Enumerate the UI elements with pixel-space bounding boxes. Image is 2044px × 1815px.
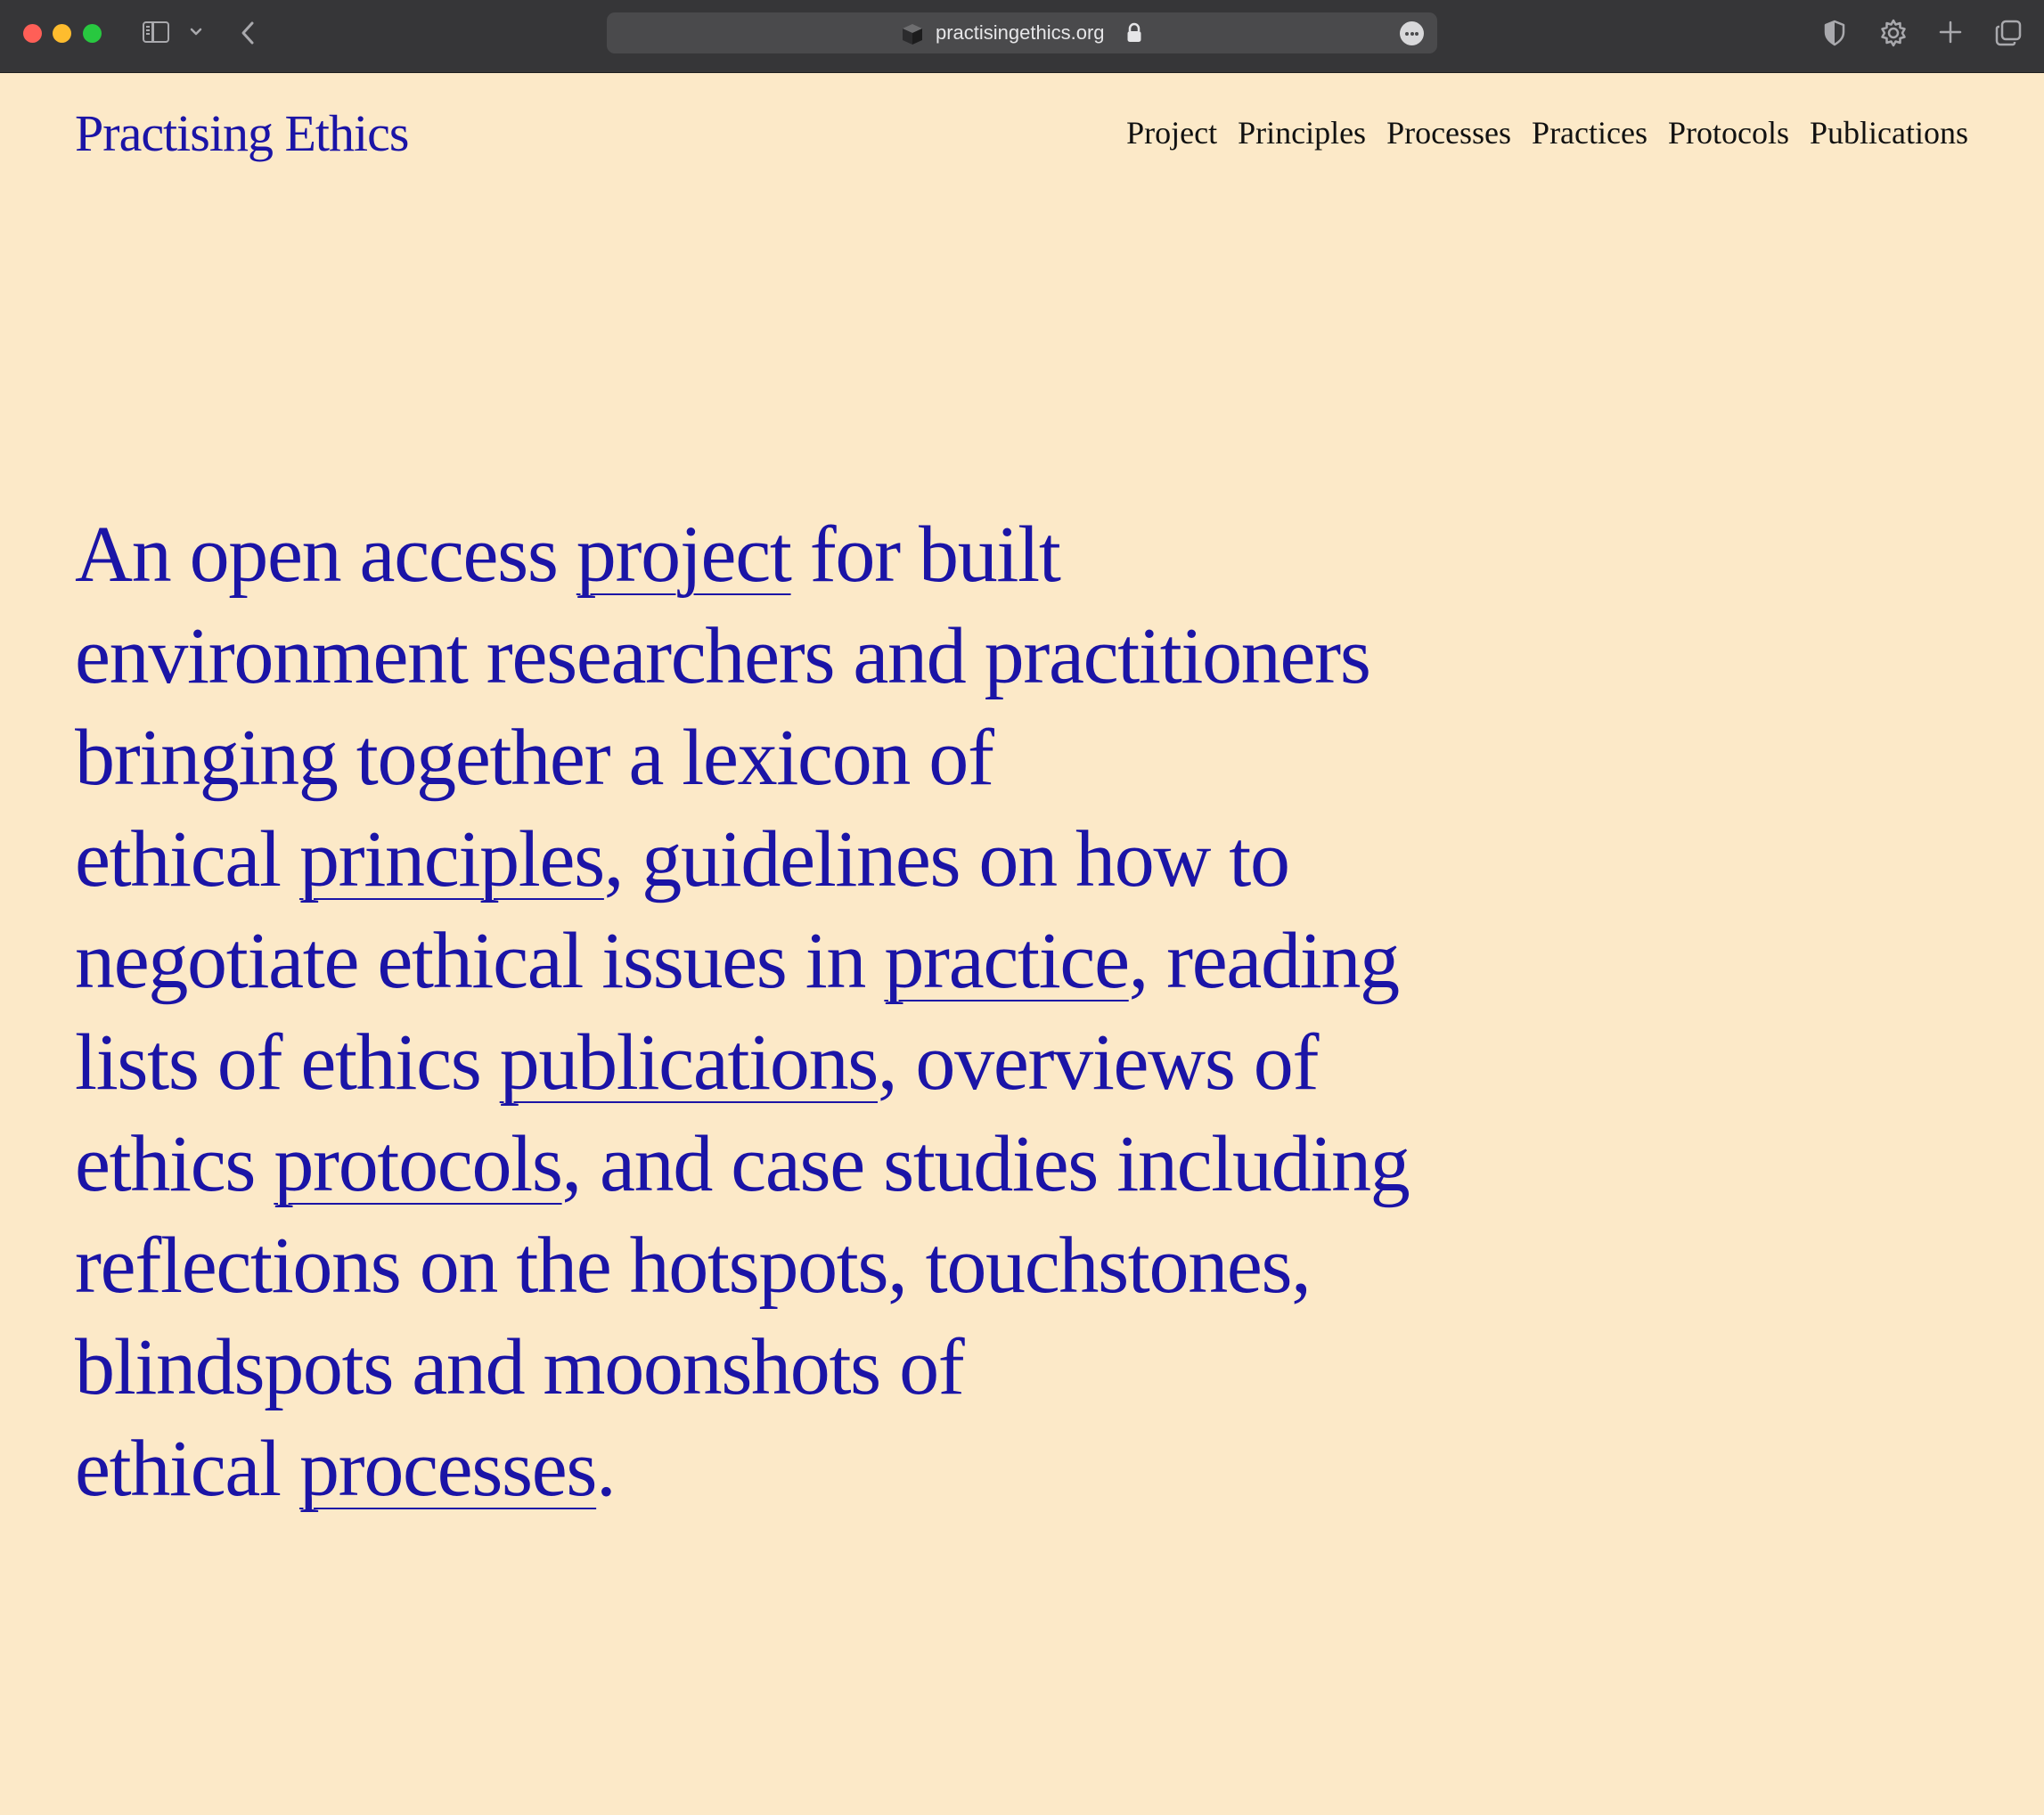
nav-item-publications[interactable]: Publications	[1810, 115, 1968, 151]
principles-link[interactable]: principles	[298, 815, 604, 903]
hero-line	[75, 1114, 1590, 1215]
lock-icon	[1126, 22, 1142, 44]
hero-text: , and case studies including	[561, 1120, 1410, 1208]
project-link[interactable]: project	[576, 511, 791, 599]
main-nav	[1126, 112, 1968, 153]
nav-item-project[interactable]: Project	[1126, 115, 1218, 151]
hero-line	[75, 504, 1590, 606]
hero-line: blindspots and moonshots of	[75, 1323, 964, 1411]
site-favicon-icon	[900, 21, 925, 46]
chevron-down-icon[interactable]	[189, 27, 203, 37]
tab-overview-icon[interactable]	[1994, 19, 2023, 47]
hero-statement	[75, 504, 1590, 1520]
hero-line: environment researchers and practitioners	[75, 612, 1370, 700]
gear-icon[interactable]	[1878, 18, 1909, 48]
nav-item-protocols[interactable]: Protocols	[1667, 115, 1789, 151]
hero-line	[75, 911, 1590, 1012]
hero-text: , reading	[1128, 917, 1399, 1005]
hero-line: reflections on the hotspots, touchstones,	[75, 1222, 1311, 1310]
hero-text: for built	[790, 511, 1060, 599]
publications-link[interactable]: publications	[499, 1018, 879, 1107]
hero-line	[75, 1418, 1590, 1520]
protocols-link[interactable]: protocols	[274, 1120, 562, 1208]
close-window-button[interactable]	[23, 24, 42, 43]
hero-text: ethics	[75, 1120, 274, 1208]
hero-text: ethical	[75, 815, 299, 903]
privacy-shield-icon[interactable]	[1823, 20, 1846, 46]
back-arrow-icon[interactable]	[239, 19, 257, 47]
practice-link[interactable]: practice	[884, 917, 1129, 1005]
hero-text: , guidelines on how to	[603, 815, 1289, 903]
nav-item-principles[interactable]: Principles	[1238, 115, 1367, 151]
hero-text: ethical	[75, 1425, 299, 1513]
hero-text: , overviews of	[878, 1018, 1319, 1107]
hero-text: lists of ethics	[75, 1018, 500, 1107]
sidebar-toggle-icon[interactable]	[143, 21, 169, 43]
address-bar[interactable]	[607, 12, 1437, 53]
hero-text: negotiate ethical issues in	[75, 917, 885, 1005]
zoom-window-button[interactable]	[83, 24, 102, 43]
url-text: practisingethics.org	[936, 21, 1105, 44]
hero-line	[75, 1012, 1590, 1114]
processes-link[interactable]: processes	[298, 1425, 597, 1513]
hero-line: bringing together a lexicon of	[75, 714, 993, 802]
hero-text: An open access	[75, 511, 576, 599]
new-tab-icon[interactable]	[1938, 20, 1963, 45]
hero-line	[75, 809, 1590, 911]
site-title[interactable]: Practising Ethics	[75, 104, 409, 162]
nav-item-practices[interactable]: Practices	[1532, 115, 1647, 151]
minimize-window-button[interactable]	[53, 24, 71, 43]
hero-text: .	[596, 1425, 616, 1513]
nav-item-processes[interactable]: Processes	[1386, 115, 1512, 151]
browser-toolbar	[0, 0, 2044, 73]
page-menu-button[interactable]	[1400, 21, 1424, 45]
